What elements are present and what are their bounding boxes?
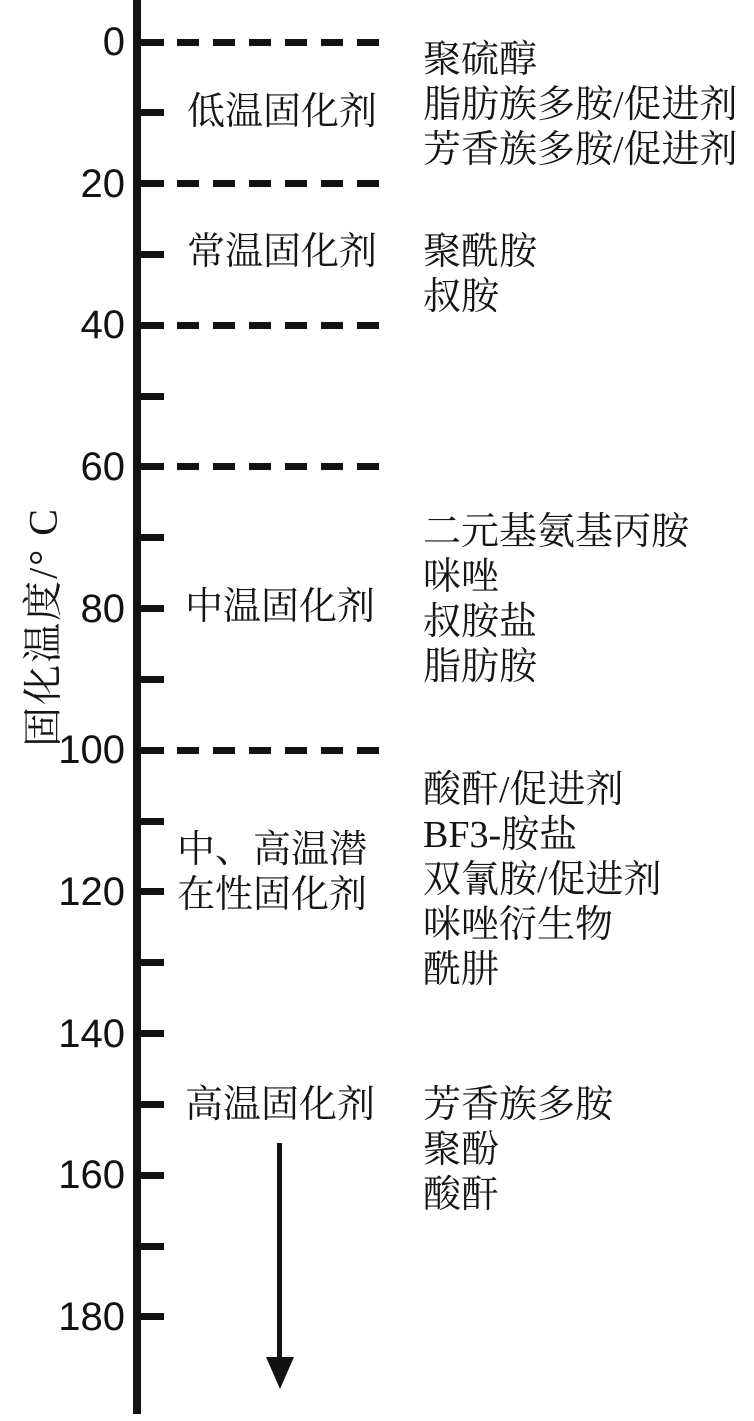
dashed-gridline-60 bbox=[141, 463, 385, 470]
axis-tick-110 bbox=[141, 818, 164, 825]
dashed-gridline-100 bbox=[141, 747, 385, 754]
axis-tick-40 bbox=[141, 322, 164, 329]
category-label-mid-high-latent bbox=[177, 828, 367, 918]
down-arrow-shaft bbox=[277, 1143, 282, 1359]
axis-tick-label-20: 20 bbox=[80, 161, 125, 206]
axis-tick-130 bbox=[141, 959, 164, 966]
chemical-item: 酰肼 bbox=[423, 948, 500, 991]
axis-tick-60 bbox=[141, 463, 164, 470]
chemical-list-mid-temp bbox=[423, 510, 689, 690]
chemical-item: 酸酐/促进剂 bbox=[423, 768, 624, 811]
chemical-list-low-temp bbox=[423, 38, 738, 173]
dashed-gridline-40 bbox=[141, 322, 385, 329]
axis-tick-label-100: 100 bbox=[58, 728, 125, 773]
axis-tick-label-0: 0 bbox=[102, 20, 125, 64]
chemical-item: 聚酰胺 bbox=[423, 230, 538, 273]
category-label-room-temp bbox=[187, 230, 377, 275]
axis-tick-150 bbox=[141, 1101, 164, 1108]
chemical-list-room-temp bbox=[423, 230, 537, 320]
chemical-list-high-temp bbox=[423, 1083, 613, 1218]
chemical-list-mid-high-latent bbox=[423, 768, 662, 993]
chemical-item: 聚酚 bbox=[423, 1128, 500, 1171]
category-label-line: 常温固化剂 bbox=[187, 230, 378, 273]
axis-tick-label-160: 160 bbox=[58, 1153, 125, 1198]
category-label-mid-temp bbox=[185, 585, 375, 630]
chemical-item: 芳香族多胺 bbox=[423, 1083, 614, 1126]
chemical-item: 脂肪胺 bbox=[423, 645, 538, 688]
axis-tick-180 bbox=[141, 1313, 164, 1320]
category-label-line: 低温固化剂 bbox=[187, 90, 378, 133]
category-label-line: 在性固化剂 bbox=[177, 873, 368, 916]
chemical-item: BF3-胺盐 bbox=[423, 813, 578, 856]
axis-tick-label-60: 60 bbox=[80, 444, 125, 489]
category-label-line: 高温固化剂 bbox=[185, 1083, 376, 1126]
axis-tick-140 bbox=[141, 1030, 164, 1037]
axis-tick-80 bbox=[141, 605, 164, 612]
axis-tick-0 bbox=[141, 39, 164, 46]
axis-tick-30 bbox=[141, 251, 164, 258]
chemical-item: 叔胺盐 bbox=[423, 600, 538, 643]
down-arrow-head-icon bbox=[266, 1357, 294, 1389]
axis-tick-label-80: 80 bbox=[80, 586, 125, 631]
dashed-gridline-20 bbox=[141, 180, 385, 187]
category-label-line: 中温固化剂 bbox=[185, 585, 376, 628]
axis-tick-20 bbox=[141, 180, 164, 187]
y-axis-title: 固化温度/° C bbox=[20, 507, 66, 747]
chemical-item: 双氰胺/促进剂 bbox=[423, 858, 662, 901]
chemical-item: 咪唑 bbox=[423, 555, 500, 598]
axis-tick-label-180: 180 bbox=[58, 1294, 125, 1339]
axis-tick-label-120: 120 bbox=[58, 869, 125, 914]
axis-tick-120 bbox=[141, 888, 164, 895]
axis-tick-label-40: 40 bbox=[80, 303, 125, 348]
y-axis-line bbox=[133, 0, 141, 1414]
axis-tick-90 bbox=[141, 676, 164, 683]
category-label-line: 中、高温潜 bbox=[177, 828, 368, 871]
axis-tick-50 bbox=[141, 393, 164, 400]
chemical-item: 聚硫醇 bbox=[423, 38, 538, 81]
chemical-item: 酸酐 bbox=[423, 1173, 500, 1216]
chemical-item: 咪唑衍生物 bbox=[423, 903, 614, 946]
axis-tick-100 bbox=[141, 747, 164, 754]
dashed-gridline-0 bbox=[141, 39, 385, 46]
axis-tick-170 bbox=[141, 1243, 164, 1250]
chemical-item: 二元基氨基丙胺 bbox=[423, 510, 690, 553]
axis-tick-70 bbox=[141, 534, 164, 541]
axis-tick-10 bbox=[141, 109, 164, 116]
chemical-item: 脂肪族多胺/促进剂 bbox=[423, 83, 738, 126]
category-label-low-temp bbox=[187, 90, 377, 135]
category-label-high-temp bbox=[185, 1083, 375, 1128]
axis-tick-160 bbox=[141, 1172, 164, 1179]
chemical-item: 芳香族多胺/促进剂 bbox=[423, 128, 738, 171]
chemical-item: 叔胺 bbox=[423, 275, 500, 318]
axis-tick-label-140: 140 bbox=[58, 1011, 125, 1056]
